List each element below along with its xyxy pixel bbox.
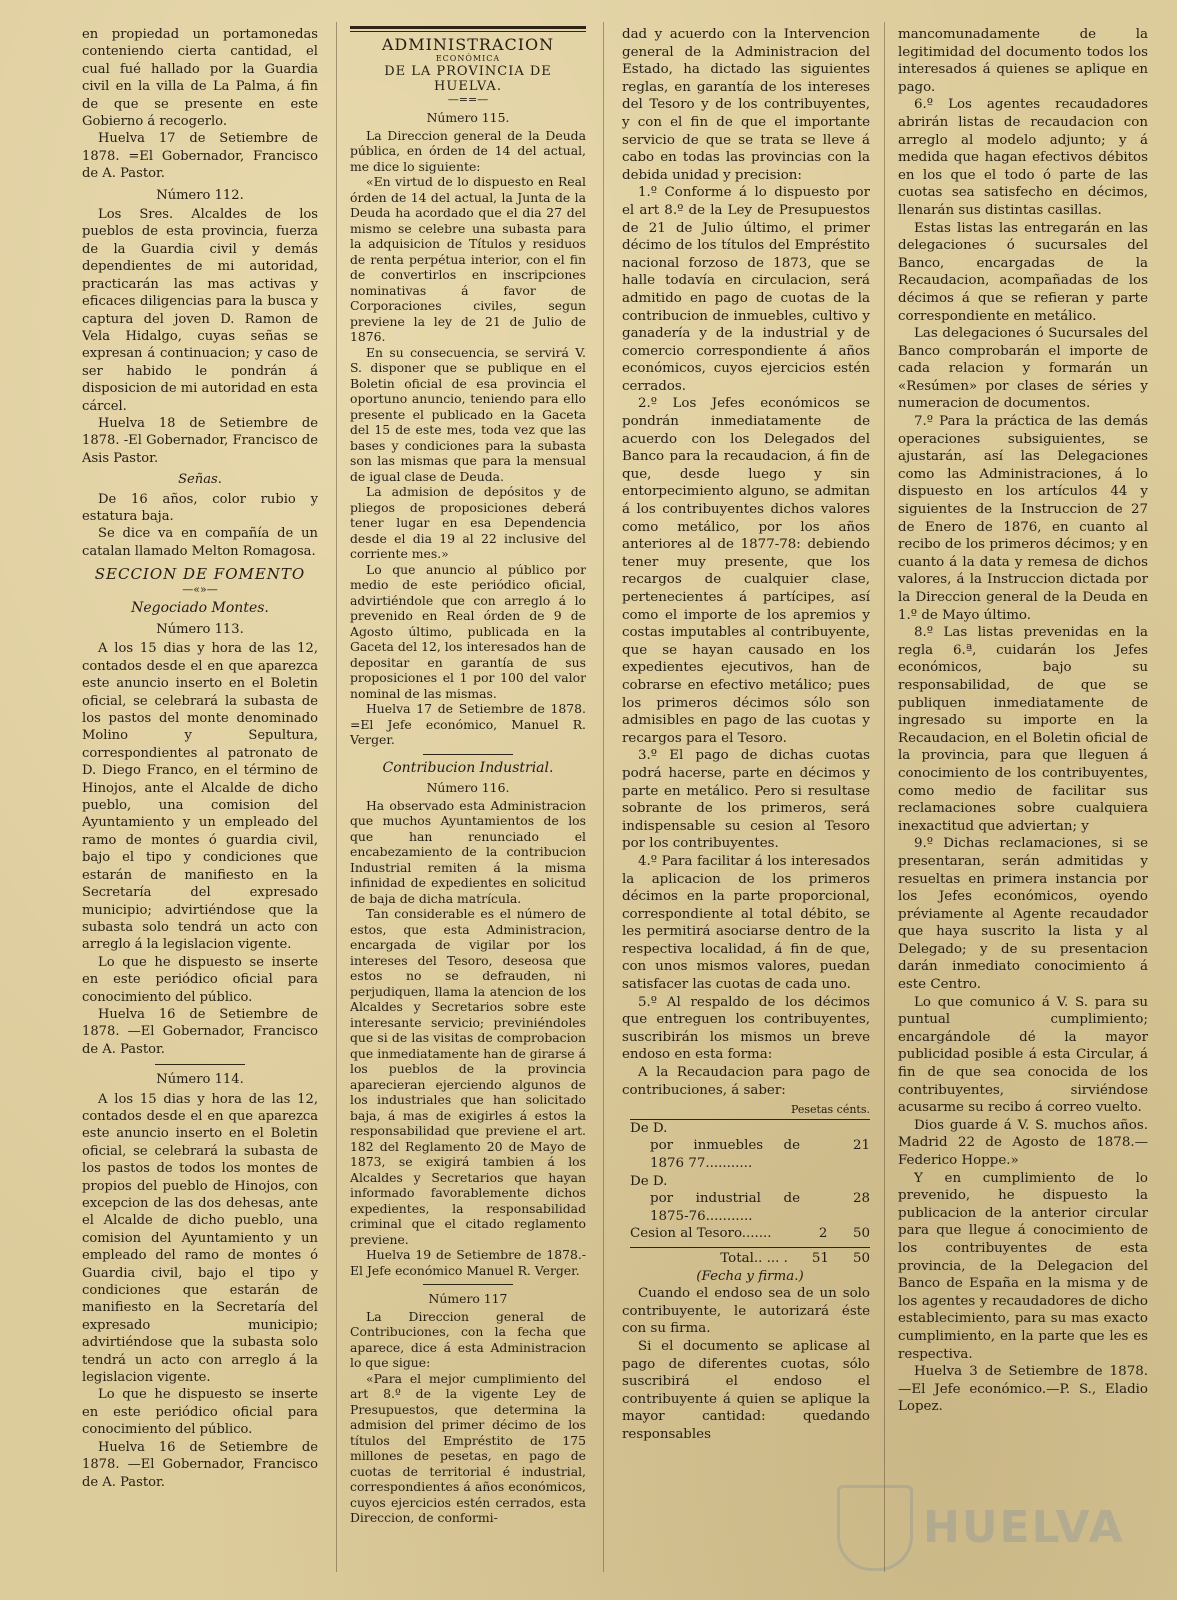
receipt-total-value: 51 bbox=[811, 1250, 829, 1266]
negociado-heading: Negociado Montes. bbox=[131, 599, 269, 616]
receipt-de: De D. bbox=[630, 1120, 668, 1136]
shield-icon bbox=[837, 1485, 913, 1571]
rule-5: 5.º Al respaldo de los décimos que entreguen los contribuyentes, suscribirán los mismos un breve endoso en esta forma: bbox=[622, 994, 870, 1063]
notice-number: Número 115. bbox=[426, 110, 510, 125]
receipt-value: 2 bbox=[818, 1226, 828, 1242]
signature: Huelva 16 de Setiembre de 1878. —El Gobernador, Francisco de A. Pastor. bbox=[82, 1006, 318, 1057]
rule-2: 2.º Los Jefes económicos se pondrán inmediatamente de acuerdo con los Delegados del Banco para la recaudacion, á fin de que, desde luego y sin entorpecimiento alguno, se admitan á los contribuyentes dichos valores como metálico, por los años anteriores al de 1877-78: debiendo tener muy presente, que los recargos de cualquier clase, pertenecientes á partícipes, así como el importe de los apremios y costas imputables al contribuyente, que se hayan causado en los expedientes ejecutivos, han de cobrarse en efectivo metálico; pues los primeros décimos sólo son admisibles en pago de las cuotas y recargos para el Tesoro. bbox=[622, 396, 870, 746]
notice-number: Número 113. bbox=[156, 622, 244, 637]
paragraph: Las delegaciones ó Sucursales del Banco comprobarán el importe de cada relacion y formarán un «Resúmen» por clases de séries y numeracion de documentos. bbox=[898, 326, 1148, 412]
paragraph: Los Sres. Alcaldes de los pueblos de esta provincia, fuerza de la Guardia civil y demás dependientes de mi autoridad, practicarán las mas activas y eficaces diligencias para la busca y captura del joven D. Ramon de Vela Hidalgo, cuyas señas se expresan á continuacion; y caso de ser habido le pondrán á disposicion de mi autoridad en esta cárcel. bbox=[82, 207, 318, 414]
paragraph: De 16 años, color rubio y estatura baja. bbox=[82, 491, 318, 524]
paragraph: Lo que he dispuesto se inserte en este periódico oficial para conocimiento del público. bbox=[82, 954, 318, 1005]
signature: Huelva 17 de Setiembre de 1878. =El Jefe económico, Manuel R. Verger. bbox=[350, 701, 586, 747]
paragraph: Dios guarde á V. S. muchos años. Madrid 22 de Agosto de 1878.—Federico Hoppe.» bbox=[898, 1117, 1148, 1168]
column-separator bbox=[336, 22, 337, 1572]
rule-3: 3.º El pago de dichas cuotas podrá hacerse, parte en décimos y parte en metálico. Pero si resultase sobrante de los primeros, será indispensable su cesion al Tesoro por los contribuyentes. bbox=[622, 748, 870, 852]
rule-9: 9.º Dichas reclamaciones, si se presentaran, serán admitidas y resueltas en primera instancia por los Jefes económicos, oyendo préviamente al Agente recaudador que haya suscrito la lista y al Delegado; y de su presentacion darán inmediato conocimiento á este Centro. bbox=[898, 836, 1148, 993]
column-4 bbox=[898, 26, 1148, 1586]
column-2 bbox=[350, 26, 586, 1586]
paragraph: en propiedad un portamonedas conteniendo cierta cantidad, el cual fué hallado por la Guardia civil en la villa de La Palma, á fin de que se presente en este Gobierno á recogerlo. bbox=[82, 27, 318, 130]
header-rule bbox=[350, 31, 586, 32]
library-watermark bbox=[837, 1478, 1137, 1578]
receipt-value: 21 bbox=[852, 1138, 870, 1154]
paragraph: Ha observado esta Administracion que muchos Ayuntamientos de los que han renunciado el encabezamiento de la contribucion Industrial remiten á la misma infinidad de expedientes en solicitud de baja de dicha matrícula. bbox=[350, 797, 586, 906]
paragraph: En su consecuencia, se servirá V. S. disponer que se publique en el Boletin oficial de esa provincia el oportuno anuncio, teniendo para ello presente el publicado en la Gaceta del 15 de este mes, toda vez que las bases y condiciones para la subasta son las mismas que para la mensual de igual clase de Deuda. bbox=[350, 344, 586, 484]
column-1 bbox=[82, 26, 318, 1586]
ornament: —==— bbox=[447, 93, 489, 106]
receipt-label: por industrial de 1875-76........... bbox=[650, 1191, 800, 1224]
section-header: ADMINISTRACION bbox=[381, 35, 555, 54]
paragraph: Se dice va en compañía de un catalan llamado Melton Romagosa. bbox=[82, 526, 318, 559]
receipt-value: 50 bbox=[852, 1226, 870, 1242]
paragraph: dad y acuerdo con la Intervencion general de la Administracion del Estado, ha dictado las siguientes reglas, en garantía de los intereses del Tesoro y de los contribuyentes, y con el fin de que el importante servicio de que se trata se lleve á cabo en todas las provincias con la debida unidad y precision: bbox=[622, 27, 870, 183]
paragraph: La Direccion general de Contribuciones, con la fecha que aparece, dice á esta Administracion lo que sigue: bbox=[350, 1308, 586, 1370]
paragraph: A los 15 dias y hora de las 12, contados desde el en que aparezca este anuncio inserto en el Boletin oficial, se celebrará la subasta de los pastos de todos los montes de propios del pueblo de Hinojos, con excepcion de las dos dehesas, ante el Alcalde de dicho pueblo, una comision del Ayuntamiento y un empleado del ramo de montes ó Guardia civil, bajo el tipo y condiciones que estarán de manifiesto en la Secretaría del expresado municipio; advirtiéndose que la subasta solo tendrá un acto con arreglo á la legislacion vigente. bbox=[82, 1091, 318, 1386]
signature: Huelva 17 de Setiembre de 1878. =El Gobernador, Francisco de A. Pastor. bbox=[82, 131, 318, 182]
paragraph: Y en cumplimiento de lo prevenido, he dispuesto la publicacion de la anterior circular para que llegue á conocimiento de los contribuyentes de esta provincia, de la Delegacion del Banco de España en la misma y de los agentes y recaudadores de dicho establecimiento, para su mas exacto cumplimiento, en la parte que les es respectiva. bbox=[898, 1170, 1148, 1362]
rule-7: 7.º Para la práctica de las demás operaciones subsiguientes, se ajustarán, así las Delegaciones como las Administraciones, á lo dispuesto en los artículos 44 y siguientes de la Instruccion de 27 de Enero de 1876, en cuanto al recibo de los primeros décimos; y en cuanto á la data y remesa de dichos valores, á la Instruccion dictada por la Direccion general de la Deuda en 1.º de Mayo último. bbox=[898, 414, 1148, 623]
section-header-province: DE LA PROVINCIA DE HUELVA. bbox=[384, 64, 552, 94]
paragraph: A los 15 dias y hora de las 12, contados desde el en que aparezca este anuncio inserto en el Boletin oficial, se celebrará la subasta de los pastos del monte denominado Molino y Sepultura, correspondientes al patronato de D. Diego Franco, en el término de Hinojos, ante el Alcalde de dicho pueblo, una comision del Ayuntamiento y un empleado del ramo de montes ó guardia civil, bajo el tipo y condiciones que estarán de manifiesto en la Secretaría del expresado municipio; advirtiéndose que la subasta solo tendrá un acto con arreglo á la legislacion vigente. bbox=[82, 641, 318, 953]
header-rule bbox=[350, 26, 586, 29]
receipt-firma: (Fecha y firma.) bbox=[696, 1268, 804, 1284]
watermark-text: HUELVA bbox=[923, 1502, 1125, 1553]
receipt-total-value: 50 bbox=[852, 1250, 870, 1266]
divider bbox=[155, 1064, 245, 1065]
notice-number: Número 116. bbox=[426, 780, 510, 795]
receipt-row bbox=[630, 1190, 870, 1225]
column-separator bbox=[603, 22, 604, 1572]
receipt-row bbox=[630, 1137, 870, 1172]
section-subtitle: Señas. bbox=[178, 472, 222, 488]
paragraph: Lo que he dispuesto se inserte en este periódico oficial para conocimiento del público. bbox=[82, 1387, 318, 1438]
section-header-sub: ECONÓMICA bbox=[435, 54, 501, 63]
receipt-label: por inmuebles de 1876 77........... bbox=[650, 1138, 800, 1171]
receipt-de: De D. bbox=[630, 1173, 668, 1189]
divider bbox=[423, 754, 513, 755]
paragraph: Lo que comunico á V. S. para su puntual cumplimiento; encargándole dé la mayor publicidad posible á esta Circular, á fin de que sea conocida de los contribuyentes, sirviéndose acusarme su recibo á correo vuelto. bbox=[898, 994, 1148, 1116]
paragraph: La admision de depósitos y de pliegos de proposiciones deberá tener lugar en esa Dependencia desde el dia 19 al 22 inclusive del corriente mes.» bbox=[350, 484, 586, 561]
notice-number: Número 112. bbox=[156, 187, 244, 203]
signature: Huelva 3 de Setiembre de 1878. —El Jefe económico.—P. S., Eladio Lopez. bbox=[898, 1364, 1148, 1415]
rule-6: 6.º Los agentes recaudadores abrirán listas de recaudacion con arreglo al modelo adjunto; y á medida que hagan efectivos débitos en los que el todo ó parte de las cuotas sea satisfecho en décimos, llenarán sus distintas casillas. bbox=[898, 97, 1148, 218]
receipt-header: Pesetas cénts. bbox=[630, 1101, 870, 1120]
paragraph: Si el documento se aplicase al pago de diferentes cuotas, sólo suscribirá el endoso el contribuyente á quien se aplique la mayor cantidad: quedando responsables bbox=[622, 1338, 870, 1442]
receipt-value: 28 bbox=[852, 1191, 870, 1207]
rule-8: 8.º Las listas prevenidas en la regla 6.ª, cuidarán los Jefes económicos, bajo su responsabilidad, de que se publiquen inmediatamente de ingresado su importe en la Recaudacion, en el Boletin oficial de la provincia, para que lleguen á conocimiento de los contribuyentes, como medio de facilitar sus reclamaciones sobre cualquiera inexactitud que adviertan; y bbox=[898, 625, 1148, 834]
paragraph: Cuando el endoso sea de un solo contribuyente, le autorizará éste con su firma. bbox=[622, 1286, 870, 1337]
receipt-value-pair bbox=[800, 1225, 870, 1243]
notice-number: Número 114. bbox=[156, 1072, 244, 1088]
paragraph: Estas listas las entregarán en las delegaciones ó sucursales del Banco, encargadas de la Recaudacion, acompañadas de los décimos á que se refieran y parte correspondiente en metálico. bbox=[898, 220, 1148, 324]
paragraph: mancomunadamente de la legitimidad del documento todos los interesados á quienes se aplique en pago. bbox=[898, 27, 1148, 95]
notice-number: Número 117 bbox=[428, 1291, 508, 1306]
column-separator bbox=[884, 22, 885, 1572]
ornament: —«»— bbox=[182, 582, 218, 596]
rule-4: 4.º Para facilitar á los interesados la aplicacion de los primeros décimos en la parte proporcional, correspondiente al total débito, se les permitirá asociarse dentro de la respectiva localidad, á fin de que, con unos mismos valores, puedan satisfacer las cuotas de cada uno. bbox=[622, 853, 870, 993]
signature: Huelva 16 de Setiembre de 1878. —El Gobernador, Francisco de A. Pastor. bbox=[82, 1439, 318, 1490]
receipt-total bbox=[630, 1247, 870, 1268]
endorsement-form bbox=[630, 1101, 870, 1285]
paragraph: La Direccion general de la Deuda pública, en órden de 14 del actual, me dice lo siguiente: bbox=[350, 127, 586, 174]
divider bbox=[423, 1284, 513, 1285]
paragraph: Tan considerable es el número de estos, que esta Administracion, encargada de vigilar por los intereses del Tesoro, deseosa que estos no se defrauden, ni perjudiquen, llama la atencion de los Alcaldes y Secretarios sobre este interesante servicio; previniéndoles que si de las visitas de comprobacion que inmediatamente han de girarse á los pueblos de la provincia aparecieran ejerciendo algunos de los industriales que han solicitado baja, á mas de exigirles á estos la responsabilidad que previene el art. 182 del Reglamento 20 de Mayo de 1873, se exigirá tambien á los Alcaldes y Secretarios que hayan informado favorablemente dichos expedientes, la responsabilidad criminal que el citado reglamento previene. bbox=[350, 906, 586, 1247]
signature: Huelva 19 de Setiembre de 1878.- El Jefe económico Manuel R. Verger. bbox=[350, 1247, 586, 1278]
column-3 bbox=[622, 26, 870, 1586]
rule-1: 1.º Conforme á lo dispuesto por el art 8.º de la Ley de Presupuestos de 21 de Julio último, el primer décimo de los títulos del Empréstito nacional forzoso de 1873, que se halle todavía en circulacion, será admitido en pago de cuotas de la contribucion de inmuebles, cultivo y ganadería y de la industrial y de comercio correspondiente á años económicos, cuyos ejercicios estén cerrados. bbox=[622, 185, 870, 394]
signature: Huelva 18 de Setiembre de 1878. -El Gobernador, Francisco de Asis Pastor. bbox=[82, 415, 318, 466]
receipt-total-label: Total.. ... . bbox=[720, 1250, 788, 1266]
receipt-intro: A la Recaudacion para pago de contribuciones, á saber: bbox=[622, 1065, 870, 1098]
paragraph: «En virtud de lo dispuesto en Real órden de 14 del actual, la Junta de la Deuda ha acordado que el dia 27 del mismo se celebre una subasta para la adquisicion de Títulos y residuos de renta perpétua interior, con el fin de convertirlos en inscripciones nominativas á favor de Corporaciones civiles, segun previene la ley de 21 de Julio de 1876. bbox=[350, 174, 586, 344]
paragraph: Lo que anuncio al público por medio de este periódico oficial, advirtiéndole que con arreglo á lo prevenido en Real órden de 9 de Agosto último, publicada en la Gaceta del 12, los interesados han de depositar en garantía de sus proposiciones el 1 por 100 del valor nominal de las mismas. bbox=[350, 561, 586, 701]
receipt-row bbox=[630, 1225, 870, 1243]
section-subtitle: Contribucion Industrial. bbox=[382, 759, 554, 776]
section-heading: SECCION DE FOMENTO bbox=[94, 565, 306, 584]
receipt-label: Cesion al Tesoro....... bbox=[630, 1226, 772, 1242]
paragraph: «Para el mejor cumplimiento del art 8.º de la vigente Ley de Presupuestos, que determina la admision del primer décimo de los títulos del Empréstito de 175 millones de pesetas, en pago de cuotas de territorial é industrial, correspondientes á años económicos, cuyos ejercicios estén cerrados, esta Direccion, de conformi- bbox=[350, 1370, 586, 1525]
